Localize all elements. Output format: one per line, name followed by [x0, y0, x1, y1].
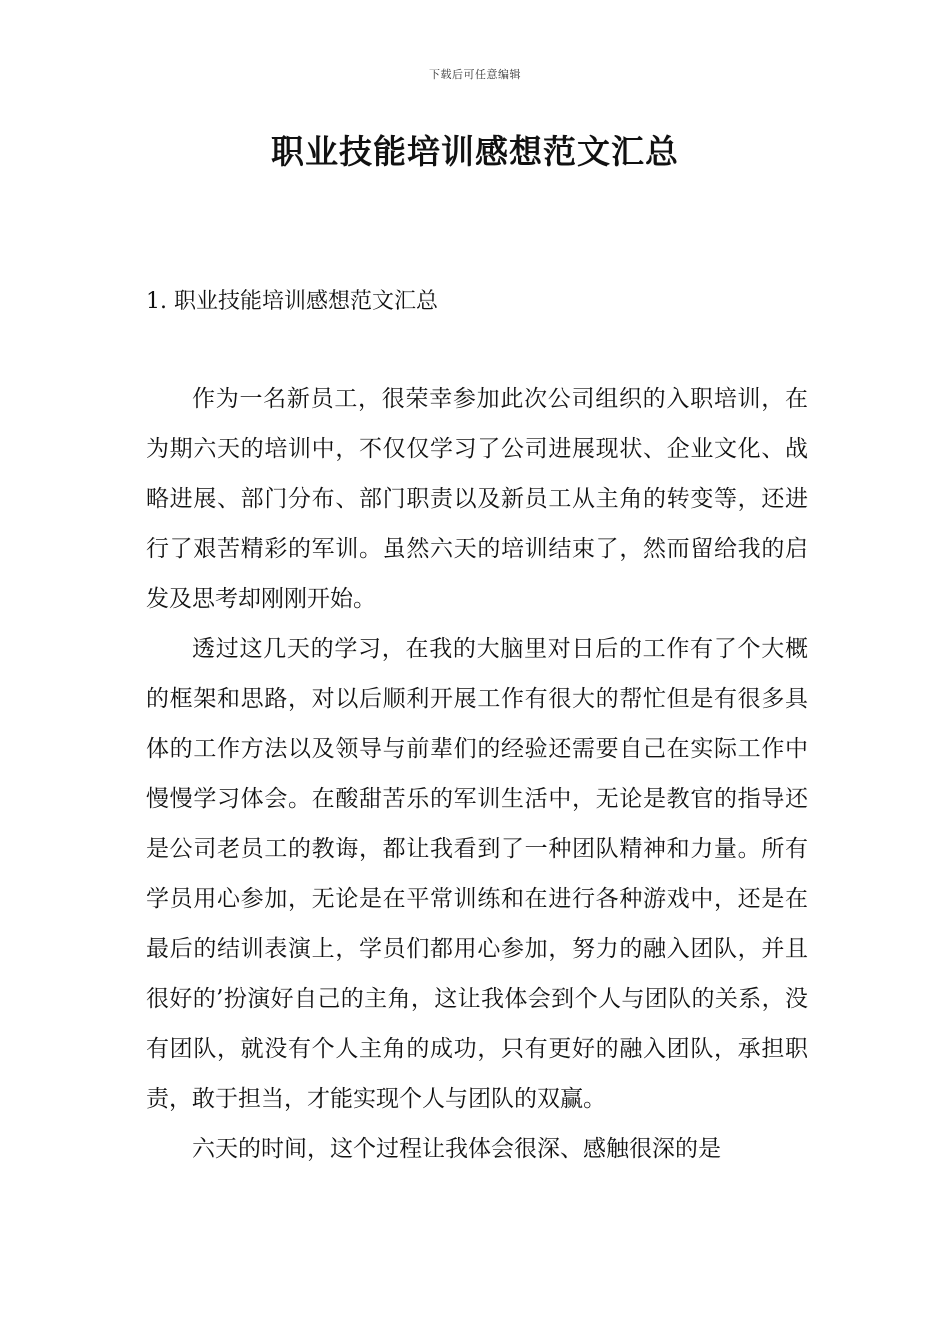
header-note: 下载后可任意编辑 [429, 68, 521, 81]
paragraph-3: 六天的时间，这个过程让我体会很深、感触很深的是 [192, 1136, 721, 1162]
paragraph-2: 透过这几天的学习，在我的大脑里对日后的工作有了个大概的框架和思路，对以后顺利开展工作有很大的帮忙但是有很多具体的工作方法以及领导与前辈们的经验还需要自己在实际工作中慢慢学习体会。在酸甜苦乐的军训生活中，无论是教官的指导还是公司老员工的教诲，都让我看到了一种团队精神和力量。所有学员用心参加，无论是在平常训练和在进行各种游戏中，还是在最后的结训表演上，学员们都用心参加，努力的融入团队，并且很好的’扮演好自己的主角，这让我体会到个人与团队的关系，没有团队，就没有个人主角的成功，只有更好的融入团队，承担职责，敢于担当，才能实现个人与团队的双赢。 [146, 636, 808, 1112]
paragraph-1: 作为一名新员工，很荣幸参加此次公司组织的入职培训，在为期六天的培训中，不仅仅学习了公司进展现状、企业文化、战略进展、部门分布、部门职责以及新员工从主角的转变等，还进行了艰苦精彩的军训。虽然六天的培训结束了，然而留给我的启发及思考却刚刚开始。 [146, 386, 808, 612]
document-title: 职业技能培训感想范文汇总 [271, 132, 679, 171]
document-body [146, 374, 808, 1174]
section-heading: 1. 职业技能培训感想范文汇总 [146, 289, 438, 314]
